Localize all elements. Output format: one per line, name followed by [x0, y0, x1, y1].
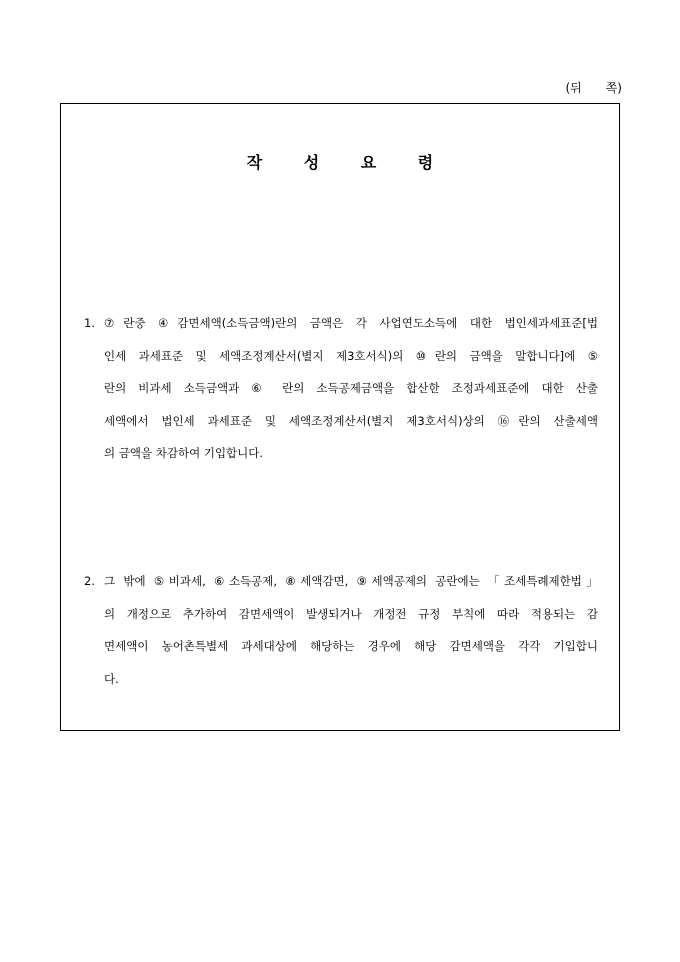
item-line: 란의 비과세 소득금액과 ⑥ 란의 소득공제금액을 합산한 조정과세표준에 대한 산출 — [104, 381, 598, 395]
page-side-open: (뒤 — [565, 81, 582, 95]
item-line: 면세액이 농어촌특별세 과세대상에 해당하는 경우에 해당 감면세액을 각각 기입합니 — [104, 639, 598, 653]
item-line: 세액에서 법인세 과세표준 및 세액조정계산서(별지 제3호서식)상의 ⑯란의 산출세액 — [104, 413, 598, 428]
item-line: 의 금액을 차감하여 기입합니다. — [104, 446, 264, 460]
document-title: 작 성 요 령 — [246, 153, 452, 172]
item-number: 1. — [84, 316, 95, 330]
item-line: 인세 과세표준 및 세액조정계산서(별지 제3호서식)의 ⑩란의 금액을 말합니다]에 ⑤ — [104, 348, 598, 363]
instruction-item-1 — [84, 307, 598, 470]
item-line: 그 밖에 ⑤비과세, ⑥소득공제, ⑧세액감면, ⑨세액공제의 공란에는 「조세특례제한법」 — [104, 574, 598, 588]
item-line: ⑦란중 ④감면세액(소득금액)란의 금액은 각 사업연도소득에 대한 법인세과세표준[법 — [104, 316, 598, 330]
page-side-label — [565, 79, 622, 96]
item-line: 의 개정으로 추가하여 감면세액이 발생되거나 개정전 규정 부칙에 따라 적용되는 감 — [104, 606, 598, 621]
item-number: 2. — [84, 574, 95, 588]
page-side-close: 쪽) — [605, 81, 622, 95]
item-line: 다. — [104, 671, 119, 686]
instruction-item-2 — [84, 565, 598, 695]
